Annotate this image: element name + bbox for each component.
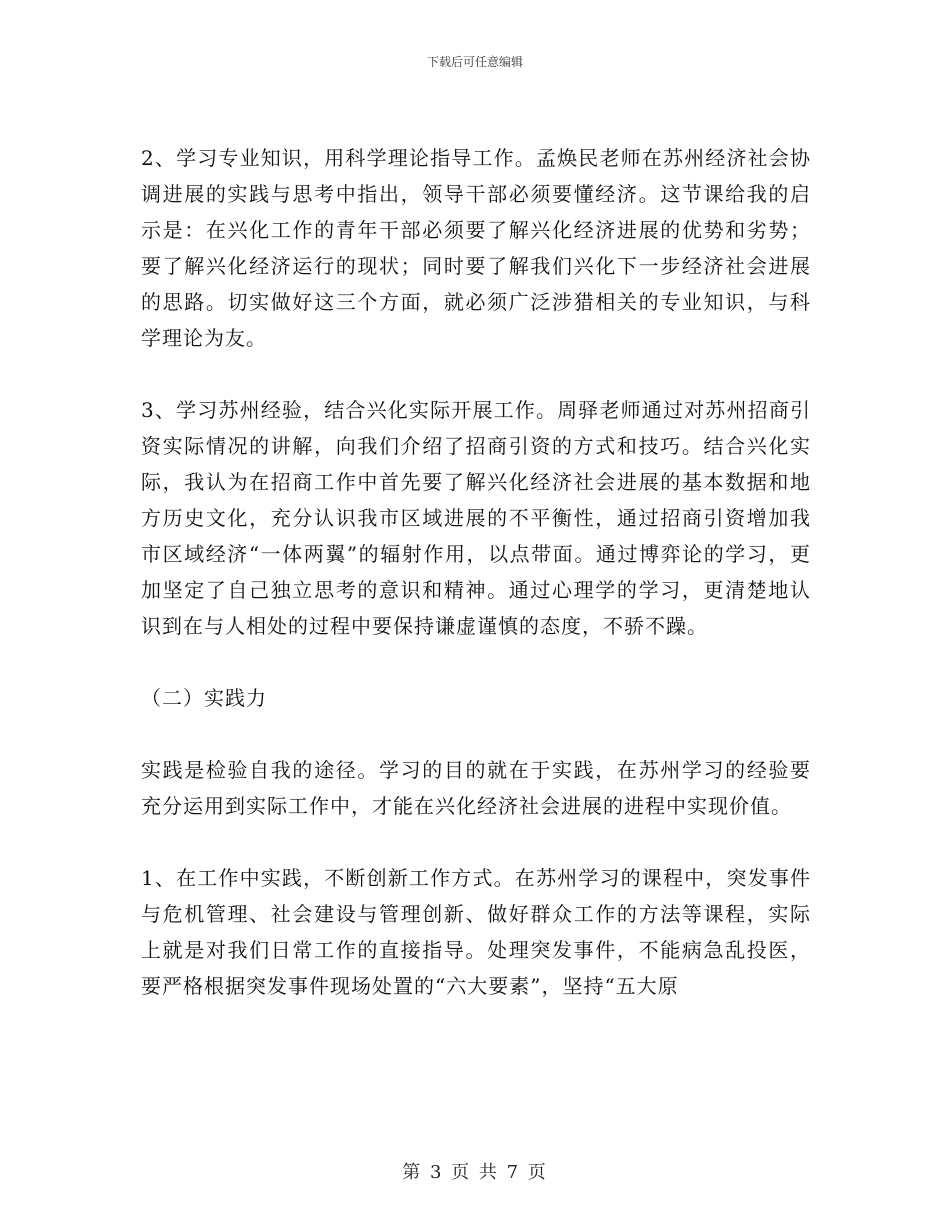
section-heading-practice: （二）实践力 <box>141 686 267 710</box>
paragraph-work-practice: 1、在工作中实践，不断创新工作方式。在苏州学习的课程中，突发事件与危机管理、社会建设与管理创新、做好群众工作的方法等课程，实际上就是对我们日常工作的直接指导。处理突发事件，不能病急乱投医，要严格根据突发事件现场处置的“六大要素”，坚持“五大原 <box>141 866 811 998</box>
paragraph-suzhou-experience: 3、学习苏州经验，结合兴化实际开展工作。周驿老师通过对苏州招商引资实际情况的讲解，向我们介绍了招商引资的方式和技巧。结合兴化实际，我认为在招商工作中首先要了解兴化经济社会进展的基本数据和地方历史文化，充分认识我市区域进展的不平衡性，通过招商引资增加我市区域经济“一体两翼”的辐射作用，以点带面。通过博弈论的学习，更加坚定了自己独立思考的意识和精神。通过心理学的学习，更清楚地认识到在与人相处的过程中要保持谦虚谨慎的态度，不骄不躁。 <box>141 398 811 638</box>
paragraph-practice-intro: 实践是检验自我的途径。学习的目的就在于实践，在苏州学习的经验要充分运用到实际工作中，才能在兴化经济社会进展的进程中实现价值。 <box>141 758 811 818</box>
paragraph-study-knowledge: 2、学习专业知识，用科学理论指导工作。孟焕民老师在苏州经济社会协调进展的实践与思考中指出，领导干部必须要懂经济。这节课给我的启示是：在兴化工作的青年干部必须要了解兴化经济进展的优势和劣势；要了解兴化经济运行的现状；同时要了解我们兴化下一步经济社会进展的思路。切实做好这三个方面，就必须广泛涉猎相关的专业知识，与科学理论为友。 <box>141 146 811 350</box>
page-number-footer: 第 3 页 共 7 页 <box>402 1162 548 1183</box>
document-body <box>141 140 811 1040</box>
page-header: 下载后可任意编辑 <box>426 55 523 69</box>
